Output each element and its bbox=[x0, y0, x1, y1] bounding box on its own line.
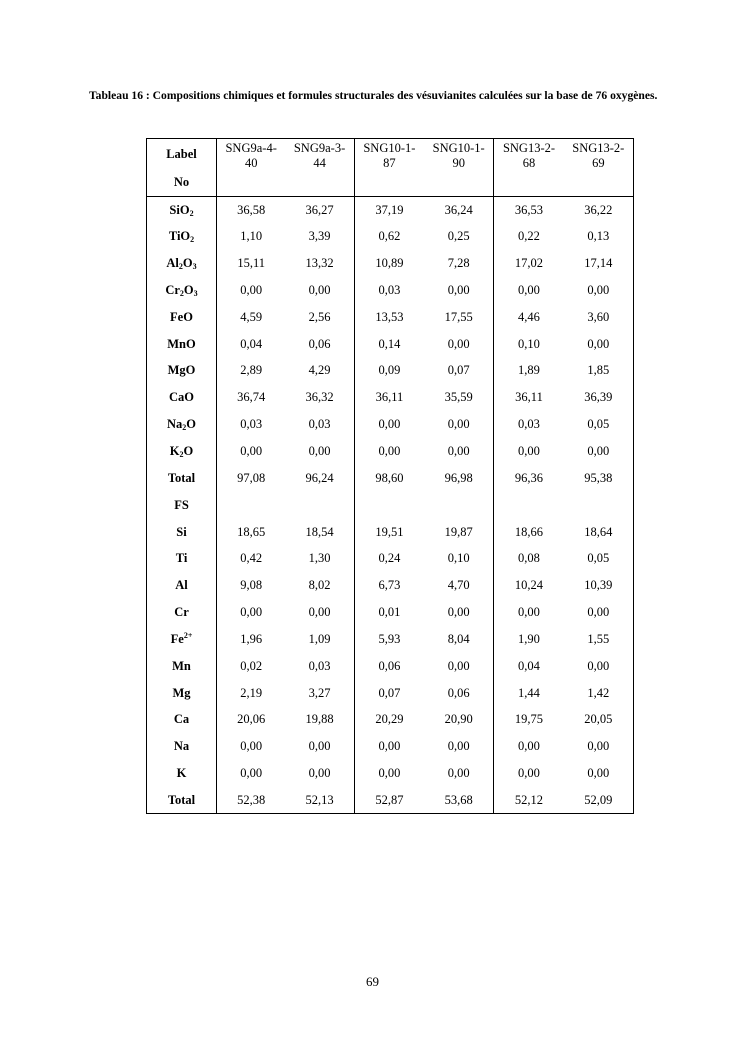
table-cell: 95,38 bbox=[584, 470, 613, 485]
table-row bbox=[147, 277, 634, 304]
table-cell: 0,05 bbox=[587, 417, 610, 432]
label-part: O bbox=[183, 282, 194, 297]
table-cell: 0,00 bbox=[354, 438, 424, 465]
table-cell: 0,00 bbox=[587, 336, 610, 351]
row-label bbox=[147, 384, 217, 411]
table-cell: 3,27 bbox=[308, 685, 331, 700]
table-cell: 17,14 bbox=[584, 256, 613, 271]
table-cell: 1,96 bbox=[240, 631, 263, 646]
table-cell: 0,00 bbox=[308, 282, 331, 297]
label-base: MnO bbox=[167, 336, 196, 351]
table-cell: 0,00 bbox=[447, 417, 470, 432]
table-cell: 0,07 bbox=[354, 680, 424, 707]
table-row bbox=[147, 599, 634, 626]
table-row bbox=[147, 545, 634, 572]
table-cell: 0,03 bbox=[308, 658, 331, 673]
label-part: Al bbox=[166, 256, 179, 271]
table-row bbox=[147, 250, 634, 277]
table-cell: 0,00 bbox=[494, 733, 564, 760]
empty-cell bbox=[217, 492, 286, 519]
column-header bbox=[424, 139, 494, 197]
table-cell: 36,32 bbox=[305, 390, 334, 405]
label-base: Total bbox=[167, 470, 196, 485]
table-cell: 53,68 bbox=[444, 792, 473, 807]
row-label bbox=[147, 572, 217, 599]
table-cell: 19,75 bbox=[494, 707, 564, 734]
table-cell: 18,66 bbox=[494, 519, 564, 546]
table-cell: 0,00 bbox=[447, 444, 470, 459]
table-row bbox=[147, 331, 634, 358]
table-cell: 0,00 bbox=[587, 444, 610, 459]
table-cell: 0,01 bbox=[354, 599, 424, 626]
table-cell: 0,06 bbox=[308, 336, 331, 351]
table-cell: 37,19 bbox=[354, 197, 424, 224]
column-header-line: SNG10-1- bbox=[363, 141, 416, 155]
table-cell: 20,90 bbox=[444, 712, 473, 727]
column-header-line: SNG13-2- bbox=[572, 141, 625, 155]
table-cell: 4,46 bbox=[494, 304, 564, 331]
table-cell: 0,62 bbox=[354, 223, 424, 250]
label-header: Label bbox=[147, 139, 217, 170]
table-cell: 36,39 bbox=[584, 390, 613, 405]
table-cell: 2,56 bbox=[308, 309, 331, 324]
column-header bbox=[564, 139, 634, 197]
table-cell: 96,24 bbox=[305, 470, 334, 485]
table-cell: 10,89 bbox=[354, 250, 424, 277]
table-cell: 4,59 bbox=[240, 309, 263, 324]
table-row bbox=[147, 358, 634, 385]
table-cell: 36,58 bbox=[217, 197, 286, 224]
table-cell: 0,02 bbox=[240, 658, 263, 673]
label-base: Mn bbox=[172, 658, 191, 673]
table-cell: 17,02 bbox=[494, 250, 564, 277]
table-cell: 0,00 bbox=[587, 739, 610, 754]
label-base: SiO bbox=[169, 202, 190, 217]
column-header-line: 90 bbox=[452, 156, 465, 170]
table-cell: 36,74 bbox=[237, 390, 266, 405]
row-label bbox=[147, 331, 217, 358]
table-cell: 0,00 bbox=[354, 733, 424, 760]
row-label bbox=[147, 653, 217, 680]
table-cell: 13,32 bbox=[305, 256, 334, 271]
column-header bbox=[354, 139, 424, 197]
column-header bbox=[217, 139, 286, 197]
table-cell: 4,29 bbox=[308, 363, 331, 378]
table-cell: 0,00 bbox=[494, 277, 564, 304]
label-subscript: 3 bbox=[193, 288, 198, 298]
column-header bbox=[285, 139, 354, 197]
table-cell: 20,06 bbox=[237, 712, 266, 727]
label-subscript: 2 bbox=[182, 423, 187, 433]
table-cell: 0,00 bbox=[494, 599, 564, 626]
label-part: O bbox=[186, 417, 196, 432]
row-label bbox=[147, 438, 217, 465]
header-row bbox=[147, 139, 634, 170]
table-cell: 0,14 bbox=[354, 331, 424, 358]
row-label bbox=[147, 304, 217, 331]
row-label bbox=[147, 358, 217, 385]
table-cell: 0,00 bbox=[447, 336, 470, 351]
table-cell: 1,55 bbox=[587, 631, 610, 646]
table-cell: 0,00 bbox=[308, 605, 331, 620]
table-caption: Tableau 16 : Compositions chimiques et formules structurales des vésuvianites calculées sur la base de 76 oxygènes. bbox=[89, 89, 658, 102]
table-row bbox=[147, 304, 634, 331]
table-row bbox=[147, 411, 634, 438]
table-cell: 18,54 bbox=[305, 524, 334, 539]
label-base: Mg bbox=[172, 685, 191, 700]
table-row bbox=[147, 438, 634, 465]
table-cell: 18,64 bbox=[584, 524, 613, 539]
table-cell: 52,87 bbox=[354, 787, 424, 814]
table-cell: 36,22 bbox=[564, 197, 634, 224]
table-cell: 0,00 bbox=[447, 766, 470, 781]
label-base: Na bbox=[173, 739, 190, 754]
label-base: K bbox=[176, 766, 187, 781]
label-subscript: 2 bbox=[178, 262, 183, 272]
label-base: Cr bbox=[174, 605, 189, 620]
table-cell: 0,03 bbox=[308, 417, 331, 432]
table-cell: 5,93 bbox=[354, 626, 424, 653]
no-header: No bbox=[147, 169, 217, 197]
table-cell: 2,19 bbox=[240, 685, 263, 700]
row-label bbox=[147, 787, 217, 814]
label-part: O bbox=[183, 444, 194, 459]
table-cell: 1,09 bbox=[308, 631, 331, 646]
table-cell: 8,04 bbox=[447, 631, 470, 646]
table-cell: 8,02 bbox=[308, 578, 331, 593]
label-subscript: 2 bbox=[190, 235, 195, 245]
row-label bbox=[147, 197, 217, 224]
table-cell: 1,30 bbox=[308, 551, 331, 566]
table-cell: 0,03 bbox=[240, 417, 263, 432]
table-row bbox=[147, 680, 634, 707]
table-cell: 0,13 bbox=[587, 229, 610, 244]
table-cell: 0,04 bbox=[494, 653, 564, 680]
table-cell: 1,89 bbox=[494, 358, 564, 385]
table-cell: 19,87 bbox=[444, 524, 473, 539]
empty-cell bbox=[285, 492, 354, 519]
table-cell: 0,00 bbox=[240, 739, 263, 754]
table-cell: 0,00 bbox=[587, 282, 610, 297]
empty-cell bbox=[564, 492, 634, 519]
table-row bbox=[147, 572, 634, 599]
table-cell: 0,25 bbox=[447, 229, 470, 244]
table-cell: 0,00 bbox=[308, 766, 331, 781]
table-cell: 52,13 bbox=[305, 792, 334, 807]
table-cell: 3,39 bbox=[308, 229, 331, 244]
label-base: MgO bbox=[167, 363, 196, 378]
column-header-line: 40 bbox=[244, 156, 258, 170]
label-subscript: 3 bbox=[192, 262, 197, 272]
row-label bbox=[147, 599, 217, 626]
label-base: CaO bbox=[169, 390, 194, 405]
table-cell: 0,42 bbox=[240, 551, 263, 566]
table-cell: 0,00 bbox=[447, 739, 470, 754]
table-cell: 97,08 bbox=[237, 470, 266, 485]
table-cell: 36,11 bbox=[494, 384, 564, 411]
table-cell: 0,04 bbox=[240, 336, 263, 351]
row-label bbox=[147, 626, 217, 653]
table-cell: 0,06 bbox=[447, 685, 470, 700]
table-cell: 0,00 bbox=[587, 605, 610, 620]
label-part: Cr bbox=[165, 282, 180, 297]
page-number: 69 bbox=[366, 974, 379, 989]
table-row bbox=[147, 653, 634, 680]
label-base: Total bbox=[167, 792, 196, 807]
table-cell: 52,12 bbox=[494, 787, 564, 814]
table-row bbox=[147, 223, 634, 250]
row-label bbox=[147, 277, 217, 304]
table-cell: 36,11 bbox=[354, 384, 424, 411]
column-header-line: SNG9a-3- bbox=[293, 141, 346, 155]
row-label bbox=[147, 680, 217, 707]
row-label bbox=[147, 545, 217, 572]
column-header-line: 44 bbox=[313, 156, 326, 170]
label-superscript: 2+ bbox=[183, 631, 193, 641]
empty-cell bbox=[494, 492, 564, 519]
table-cell: 15,11 bbox=[237, 256, 266, 271]
column-header bbox=[494, 139, 564, 197]
table-row bbox=[147, 760, 634, 787]
table-cell: 96,36 bbox=[494, 465, 564, 492]
column-header-line: 69 bbox=[592, 156, 605, 170]
column-header-line: SNG13-2- bbox=[502, 141, 556, 155]
table-cell: 0,03 bbox=[494, 411, 564, 438]
table-cell: 36,53 bbox=[494, 197, 564, 224]
table-cell: 0,00 bbox=[240, 766, 263, 781]
table-cell: 2,89 bbox=[240, 363, 263, 378]
table-cell: 1,44 bbox=[494, 680, 564, 707]
row-label bbox=[147, 250, 217, 277]
table-cell: 52,09 bbox=[584, 792, 613, 807]
fs-row bbox=[147, 492, 634, 519]
table-cell: 19,51 bbox=[354, 519, 424, 546]
table-cell: 0,00 bbox=[587, 766, 610, 781]
row-label bbox=[147, 519, 217, 546]
table-cell: 0,07 bbox=[447, 363, 470, 378]
table-cell: 0,00 bbox=[308, 739, 331, 754]
table-cell: 4,70 bbox=[447, 578, 470, 593]
table-cell: 0,06 bbox=[354, 653, 424, 680]
table-cell: 20,05 bbox=[584, 712, 613, 727]
table-cell: 0,09 bbox=[354, 358, 424, 385]
table-cell: 6,73 bbox=[354, 572, 424, 599]
table-row bbox=[147, 626, 634, 653]
label-base: Ti bbox=[175, 551, 188, 566]
row-label bbox=[147, 707, 217, 734]
row-label bbox=[147, 465, 217, 492]
row-label bbox=[147, 760, 217, 787]
table-cell: 7,28 bbox=[447, 256, 470, 271]
label-base: Ca bbox=[173, 712, 190, 727]
table-cell: 0,10 bbox=[447, 551, 470, 566]
composition-table bbox=[146, 138, 634, 814]
table-cell: 98,60 bbox=[354, 465, 424, 492]
table-cell: 0,00 bbox=[494, 438, 564, 465]
table-cell: 0,03 bbox=[354, 277, 424, 304]
table-cell: 0,05 bbox=[587, 551, 610, 566]
table-cell: 96,98 bbox=[444, 470, 473, 485]
table-cell: 0,00 bbox=[354, 411, 424, 438]
table-cell: 36,27 bbox=[285, 197, 354, 224]
label-base: Si bbox=[176, 524, 187, 539]
table-cell: 0,00 bbox=[447, 605, 470, 620]
table-cell: 1,10 bbox=[240, 229, 263, 244]
table-row bbox=[147, 787, 634, 814]
row-label bbox=[147, 223, 217, 250]
table-cell: 0,00 bbox=[447, 282, 470, 297]
empty-cell bbox=[354, 492, 424, 519]
column-header-line: SNG10-1- bbox=[432, 141, 485, 155]
column-header-line: 68 bbox=[522, 156, 536, 170]
label-base: Fe bbox=[170, 632, 184, 647]
label-base: FeO bbox=[170, 309, 193, 324]
label-part: Na bbox=[166, 417, 183, 432]
table-cell: 0,00 bbox=[494, 760, 564, 787]
table-cell: 0,00 bbox=[447, 658, 470, 673]
fs-label: FS bbox=[147, 492, 217, 519]
table-cell: 0,22 bbox=[494, 223, 564, 250]
table-cell: 19,88 bbox=[305, 712, 334, 727]
label-subscript: 2 bbox=[189, 208, 194, 218]
table-cell: 0,00 bbox=[240, 444, 263, 459]
row-label bbox=[147, 411, 217, 438]
table-cell: 1,85 bbox=[587, 363, 610, 378]
label-base: Al bbox=[175, 578, 188, 593]
label-subscript: 2 bbox=[179, 288, 184, 298]
table-cell: 3,60 bbox=[587, 309, 610, 324]
table-row bbox=[147, 707, 634, 734]
table-cell: 20,29 bbox=[354, 707, 424, 734]
table-cell: 0,00 bbox=[354, 760, 424, 787]
label-part: K bbox=[169, 444, 180, 459]
table-cell: 18,65 bbox=[237, 524, 266, 539]
table-cell: 17,55 bbox=[444, 309, 473, 324]
table-cell: 10,39 bbox=[584, 578, 613, 593]
label-subscript: 2 bbox=[179, 450, 184, 460]
table-cell: 1,90 bbox=[494, 626, 564, 653]
table-cell: 0,08 bbox=[494, 545, 564, 572]
column-header-line: SNG9a-4- bbox=[225, 141, 277, 155]
row-label bbox=[147, 733, 217, 760]
table-cell: 0,00 bbox=[308, 444, 331, 459]
table-row bbox=[147, 197, 634, 224]
table-row bbox=[147, 519, 634, 546]
column-header-line: 87 bbox=[383, 156, 396, 170]
table-cell: 1,42 bbox=[587, 685, 610, 700]
table-cell: 52,38 bbox=[237, 792, 266, 807]
table-cell: 0,00 bbox=[587, 658, 610, 673]
table-cell: 10,24 bbox=[494, 572, 564, 599]
table-cell: 0,00 bbox=[240, 282, 263, 297]
table-cell: 35,59 bbox=[444, 390, 473, 405]
table-row bbox=[147, 465, 634, 492]
label-part: O bbox=[182, 256, 193, 271]
table-row bbox=[147, 733, 634, 760]
table-cell: 13,53 bbox=[354, 304, 424, 331]
table-cell: 36,24 bbox=[424, 197, 494, 224]
table-cell: 0,00 bbox=[240, 605, 263, 620]
table-row bbox=[147, 384, 634, 411]
label-base: TiO bbox=[168, 229, 191, 244]
empty-cell bbox=[424, 492, 494, 519]
table-cell: 0,10 bbox=[494, 331, 564, 358]
table-cell: 9,08 bbox=[240, 578, 263, 593]
table-cell: 0,24 bbox=[354, 545, 424, 572]
